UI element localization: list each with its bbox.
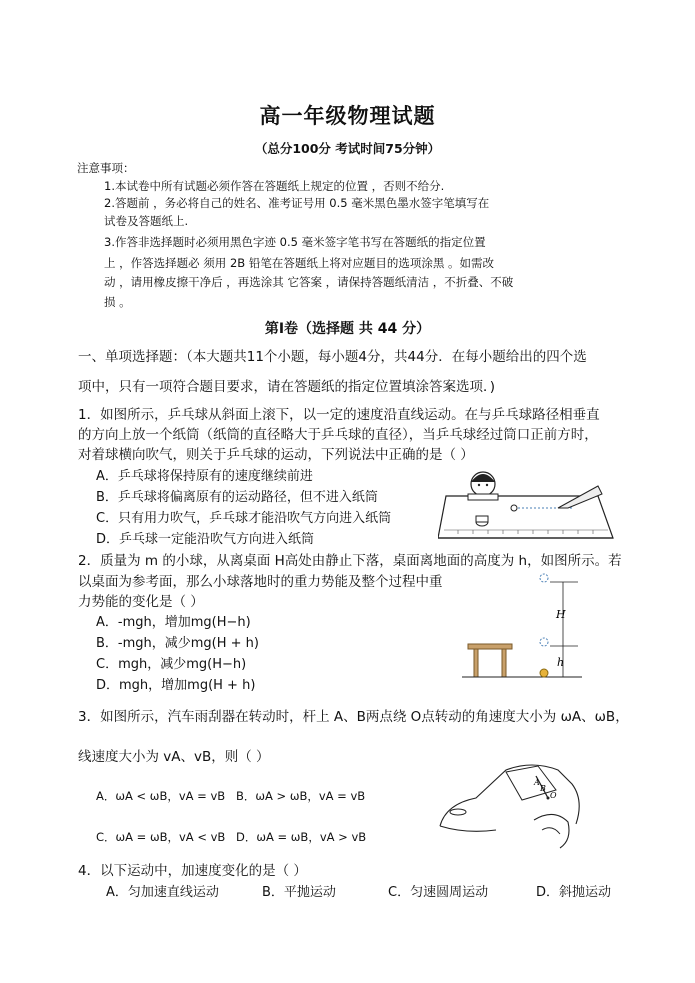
question-stem: 2．质量为 m 的小球，从离桌面 H高处由静止下落，桌面离地面的高度为 h，如图所示。若 (78, 553, 622, 569)
option-b: B．平抛运动 (262, 885, 336, 900)
page-title: 高一年级物理试题 (259, 104, 436, 128)
notice-line: 试卷及答题纸上. (104, 214, 189, 228)
option-c: C．匀速圆周运动 (388, 885, 489, 900)
question-stem: 力势能的变化是（ ） (78, 594, 204, 610)
option-c: C．mgh，减少mg(H−h) (96, 657, 247, 672)
question-stem: 3．如图所示，汽车雨刮器在转动时，杆上 A、B两点绕 O点转动的角速度大小为 ωA、ωB， (78, 709, 629, 725)
notice-line: 3.作答非选择题时必须用黑色字迹 0.5 毫米签字笔书写在答题纸的指定位置 (104, 235, 486, 249)
question-stem: 的方向上放一个纸筒（纸筒的直径略大于乒乓球的直径），当乒乓球经过筒口正前方时， (78, 427, 598, 443)
notice-line: 2.答题前 ，务必将自己的姓名、准考证号用 0.5 毫米黑色墨水签字笔填写在 (104, 196, 490, 210)
option-a: A．-mgh，增加mg(H−h) (96, 615, 251, 630)
label-h: h (557, 656, 565, 669)
car-wiper-figure (436, 760, 586, 852)
option-a: A．ωA < ωB，vA = vB (96, 789, 226, 803)
option-c: C．ωA = ωB，vA < vB (96, 830, 226, 844)
notice-line: 1.本试卷中所有试题必须作答在答题纸上规定的位置 ，否则不给分. (104, 179, 445, 193)
option-c: C．只有用力吹气，乒乓球才能沿吹气方向进入纸筒 (96, 511, 392, 526)
option-a: A．乒乓球将保持原有的速度继续前进 (96, 469, 313, 484)
question-stem: 以桌面为参考面，那么小球落地时的重力势能及整个过程中重 (78, 574, 443, 590)
label-A: A (534, 778, 540, 787)
option-b: B．-mgh，减少mg(H + h) (96, 636, 259, 651)
exam-info: （总分100分 考试时间75分钟） (254, 141, 441, 156)
label-H: H (556, 608, 566, 621)
option-b: B．乒乓球将偏离原有的运动路径，但不进入纸筒 (96, 490, 378, 505)
option-b: B．ωA > ωB，vA = vB (236, 789, 366, 803)
notice-heading: 注意事项： (77, 161, 135, 175)
option-d: D．mgh，增加mg(H + h) (96, 678, 256, 693)
option-d: D．乒乓球一定能沿吹气方向进入纸筒 (96, 532, 315, 547)
notice-line: 损 。 (104, 295, 131, 309)
label-B: B (540, 784, 546, 793)
section-title: 第Ⅰ卷（选择题 共 44 分） (264, 321, 431, 337)
question-stem: 4．以下运动中，加速度变化的是（ ） (78, 863, 307, 879)
question-stem: 对着球横向吹气，则关于乒乓球的运动，下列说法中正确的是（ ） (78, 447, 474, 463)
option-d: D．ωA = ωB，vA > vB (236, 830, 367, 844)
notice-line: 动 ，请用橡皮擦干净后 ，再选涂其 它答案 ，请保持答题纸清洁 ，不折叠、不破 (104, 275, 514, 289)
ping-pong-figure (438, 464, 618, 544)
option-d: D．斜抛运动 (536, 885, 612, 900)
question-stem: 1．如图所示，乒乓球从斜面上滚下，以一定的速度沿直线运动。在与乒乓球路径相垂直 (78, 407, 600, 423)
falling-ball-figure (462, 572, 582, 688)
question-stem: 线速度大小为 vA、vB，则（ ） (78, 749, 270, 765)
section-instruction: 项中，只有一项符合题目要求，请在答题纸的指定位置填涂答案选项．) (78, 379, 496, 395)
label-O: O (550, 791, 557, 800)
option-a: A．匀加速直线运动 (106, 885, 219, 900)
notice-line: 上 ，作答选择题必 须用 2B 铅笔在答题纸上将对应题目的选项涂黑 。如需改 (104, 256, 494, 270)
section-instruction: 一、单项选择题：（本大题共11个小题，每小题4分，共44分．在每小题给出的四个选 (78, 349, 587, 365)
